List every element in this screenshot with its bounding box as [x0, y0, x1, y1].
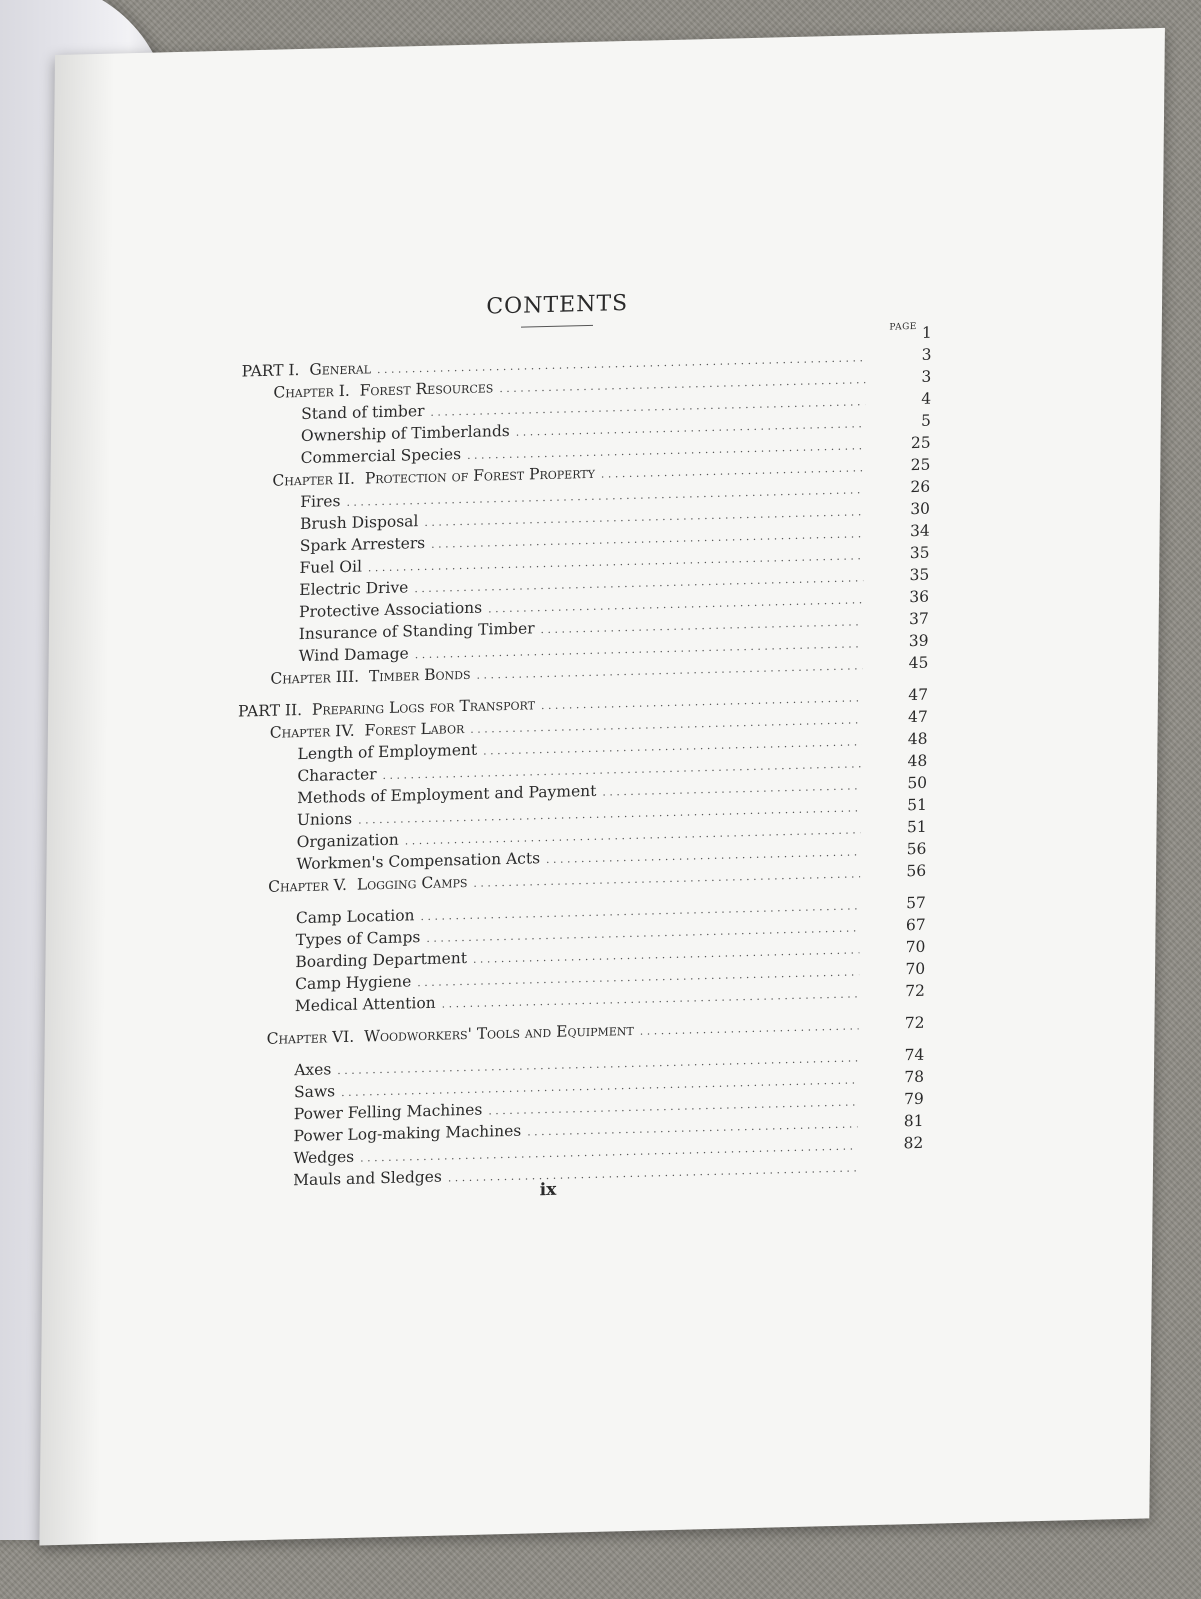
toc-entry-label: Fires [300, 492, 341, 512]
toc-entry-page: 70 [905, 937, 926, 957]
title-rule [521, 325, 593, 328]
toc-entry-label: Boarding Department [295, 948, 468, 972]
toc-entry-title: Forest Resources [359, 378, 494, 400]
toc-entry-label [268, 873, 467, 896]
toc-entry-page: 78 [904, 1067, 925, 1087]
page-column-label: PAGE [889, 321, 917, 333]
toc-entry-label: Saws [293, 1082, 336, 1102]
toc-entry-page: 35 [909, 543, 930, 563]
contents-block [233, 285, 932, 1201]
toc-first-page-number: 1 [921, 323, 932, 342]
toc-entry-label: Insurance of Standing Timber [298, 619, 535, 644]
toc-entry-page: 30 [910, 499, 931, 519]
toc-entry-page: 37 [908, 609, 929, 629]
toc-entry-prefix: Chapter I. [273, 381, 350, 402]
toc-entry-label: Mauls and Sledges [293, 1167, 442, 1190]
page-title: CONTENTS [486, 290, 629, 320]
toc-entry-prefix: PART II. [237, 700, 303, 721]
toc-entry-page: 45 [908, 653, 929, 673]
dot-leader [640, 1019, 859, 1037]
toc-entry-page: 47 [907, 707, 928, 727]
toc-entry-label [270, 665, 470, 688]
toc-entry-page: 36 [909, 587, 930, 607]
dot-leader [473, 867, 860, 889]
toc-entry-label: Workmen's Compensation Acts [296, 849, 541, 874]
toc-entry-page: 72 [905, 981, 926, 1001]
toc-entry-page: 25 [910, 433, 931, 453]
toc-entry-label: Wedges [293, 1147, 355, 1168]
page-folio: ix [539, 1179, 557, 1201]
toc-entry-page: 50 [907, 773, 928, 793]
toc-entry-page: 67 [905, 915, 926, 935]
dot-leader [527, 1117, 857, 1138]
toc-entry-page: 74 [904, 1045, 925, 1065]
toc-entry-page: 3 [921, 367, 932, 386]
dot-leader [602, 779, 861, 798]
toc-entry-prefix: PART I. [241, 361, 300, 381]
toc-entry-page: 48 [907, 729, 928, 749]
dot-leader [477, 659, 863, 681]
toc-entry-page: 4 [921, 389, 932, 408]
toc-entry-label: Character [297, 765, 377, 786]
toc-entry-title: Forest Labor [364, 719, 465, 740]
toc-entry-label: Camp Location [295, 906, 415, 928]
toc-entry-title: General [309, 359, 372, 379]
toc-entry-page: 5 [920, 411, 931, 430]
book-page [39, 28, 1165, 1546]
toc-entry-page: 81 [903, 1111, 924, 1131]
toc-entry-title: Woodworkers' Tools and Equipment [364, 1020, 634, 1046]
dot-leader [540, 615, 862, 636]
toc-entry-label: Organization [296, 830, 399, 852]
toc-entry-label: Electric Drive [299, 578, 409, 600]
toc-entry-label: Power Log-making Machines [293, 1121, 522, 1146]
toc-entry-label: Protective Associations [298, 598, 483, 622]
toc-entry-prefix: Chapter III. [270, 667, 360, 688]
toc-entry-label: Length of Employment [297, 740, 478, 764]
toc-entry-page: 25 [910, 455, 931, 475]
toc-entry-label: Wind Damage [298, 644, 409, 666]
toc-entry-page: 79 [903, 1089, 924, 1109]
toc-entry-label [242, 359, 372, 380]
toc-entry-page: 56 [906, 839, 927, 859]
toc-entry-label: Unions [296, 809, 353, 830]
toc-entry-label: Medical Attention [294, 993, 436, 1016]
toc-entry-label: Axes [294, 1060, 332, 1080]
toc-entry-prefix: Chapter V. [268, 875, 348, 896]
toc-entry-title: Logging Camps [356, 872, 468, 894]
toc-entry-page: 51 [906, 817, 927, 837]
toc-entry-prefix: Chapter VI. [266, 1027, 355, 1048]
toc-entry-page: 82 [903, 1133, 924, 1153]
toc-entry-prefix: Chapter IV. [269, 721, 355, 742]
toc-entry-label: Methods of Employment and Payment [297, 781, 597, 808]
toc-entry-page: 56 [906, 861, 927, 881]
toc-entry-label: Camp Hygiene [295, 972, 412, 994]
toc-entry-page: 3 [921, 345, 932, 364]
toc-entry-label: Power Felling Machines [293, 1100, 483, 1124]
toc-entry-page: 57 [906, 893, 926, 913]
toc-entry-page: 72 [904, 1013, 925, 1033]
toc-entry-title: Protection of Forest Property [364, 463, 596, 488]
dot-leader [601, 461, 865, 480]
dot-leader [546, 845, 860, 866]
toc-entry-label: Types of Camps [295, 928, 421, 950]
toc-entry-page: 39 [908, 631, 929, 651]
toc-entry-title: Preparing Logs for Transport [311, 695, 536, 719]
toc-entry-page: 34 [909, 521, 930, 541]
toc-entry-title: Timber Bonds [368, 664, 471, 686]
toc-entry-label: Spark Arresters [299, 533, 426, 556]
toc-entry-page: 51 [907, 795, 927, 815]
toc-entry-prefix: Chapter II. [272, 469, 356, 490]
toc-entry-page: 47 [908, 685, 929, 705]
toc-entry-page: 70 [905, 959, 926, 979]
toc-entry-label: Fuel Oil [299, 557, 363, 578]
toc-entry-page: 48 [907, 751, 928, 771]
toc-entry-label: Stand of timber [301, 401, 425, 424]
toc-entry-label: Brush Disposal [299, 512, 419, 534]
toc-entry-page: 26 [910, 477, 931, 497]
toc-entry-label [270, 719, 465, 742]
toc-entry-label: Commercial Species [300, 445, 462, 468]
dot-leader [541, 691, 862, 712]
toc-entry-label: Ownership of Timberlands [300, 421, 510, 446]
toc-entry-page: 35 [909, 565, 930, 585]
toc-entry-page [875, 1156, 923, 1157]
